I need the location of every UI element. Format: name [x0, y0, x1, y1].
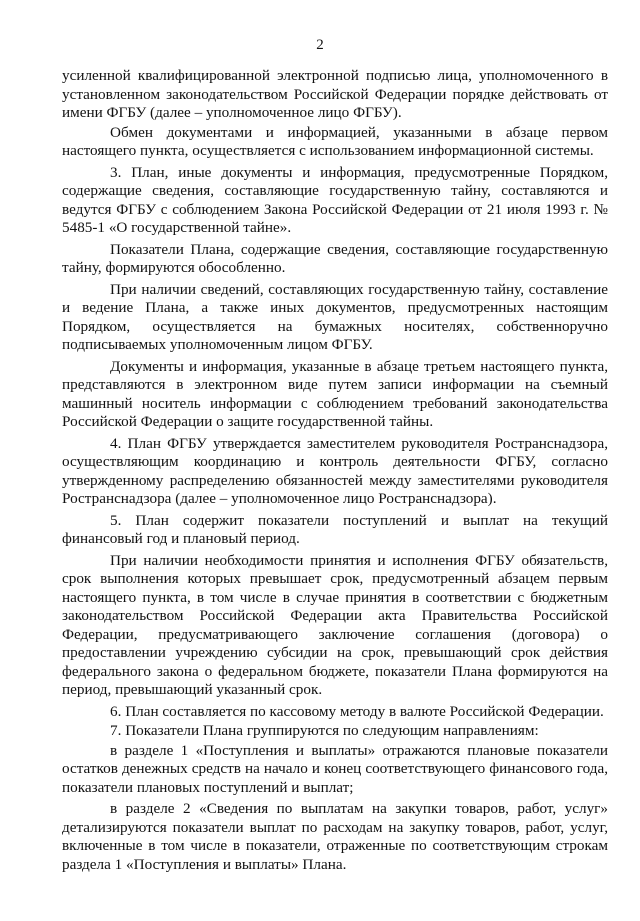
paragraph-item-5-contents: 5. План содержит показатели поступлений и выплат на текущий финансовый год и плановый период.	[62, 511, 608, 547]
paragraph-item-4-approval: 4. План ФГБУ утверждается заместителем руководителя Ространснадзора, осуществляющим координацию и контроль деятельности ФГБУ, согласно утвержденному распределению обязанностей между заместителями руководителя Ространснадзора (далее – уполномоченное лицо Ространснадзора).	[62, 434, 608, 507]
paragraph-paper-media: При наличии сведений, составляющих государственную тайну, составление и ведение Плана, а также иных документов, предусмотренных настоящим Порядком, осуществляется на бумажных носителях, собственноручно подписываемых уполномоченным лицом ФГБУ.	[62, 280, 608, 353]
paragraph-document-exchange: Обмен документами и информацией, указанными в абзаце первом настоящего пункта, осуществляется с использованием информационной системы.	[62, 123, 608, 159]
paragraph-continuation-signature: усиленной квалифицированной электронной подписью лица, уполномоченного в установленном законодательством Российской Федерации порядке действовать от имени ФГБУ (далее – уполномоченное лицо ФГБУ).	[62, 67, 608, 121]
page-number: 2	[316, 37, 324, 53]
paragraph-item-3-state-secret: 3. План, иные документы и информация, предусмотренные Порядком, содержащие сведения, составляющие государственную тайну, составляются и ведутся ФГБУ с соблюдением Закона Российской Федерации от 21 июля 1993 г. № 5485-1 «О государственной тайне».	[62, 163, 608, 236]
paragraph-section-1: в разделе 1 «Поступления и выплаты» отражаются плановые показатели остатков денежных средств на начало и конец соответствующего финансового года, показатели плановых поступлений и выплат;	[62, 741, 608, 796]
paragraph-separate-indicators: Показатели Плана, содержащие сведения, составляющие государственную тайну, формируются обособленно.	[62, 240, 608, 276]
paragraph-removable-media: Документы и информация, указанные в абзаце третьем настоящего пункта, представляются в электронном виде путем записи информации на съемный машинный носитель информации с соблюдением требований законодательства Российской Федерации о защите государственной тайны.	[62, 357, 608, 430]
paragraph-section-2: в разделе 2 «Сведения по выплатам на закупки товаров, работ, услуг» детализируются показатели выплат по расходам на закупку товаров, работ, услуг, включенные в том числе в показатели, отраженные по соответствующим строкам раздела 1 «Поступления и выплаты» Плана.	[62, 800, 608, 873]
paragraph-obligations-period: При наличии необходимости принятия и исполнения ФГБУ обязательств, срок выполнения которых превышает срок, предусмотренный абзацем первым настоящего пункта, в том числе в случае принятия в соответствии с бюджетным законодательством Российской Федерации акта Правительства Российской Федерации, предусматривающего заключение соглашения (договора) о предоставлении учреждению субсидии на срок, превышающий срок действия федерального закона о федеральном бюджете, показатели Плана формируются на период, превышающий указанный срок.	[62, 551, 608, 698]
paragraph-item-7-grouping: 7. Показатели Плана группируются по следующим направлениям:	[110, 722, 539, 739]
paragraph-item-6-cash-method: 6. План составляется по кассовому методу в валюте Российской Федерации.	[110, 702, 604, 720]
document-body	[62, 67, 608, 874]
